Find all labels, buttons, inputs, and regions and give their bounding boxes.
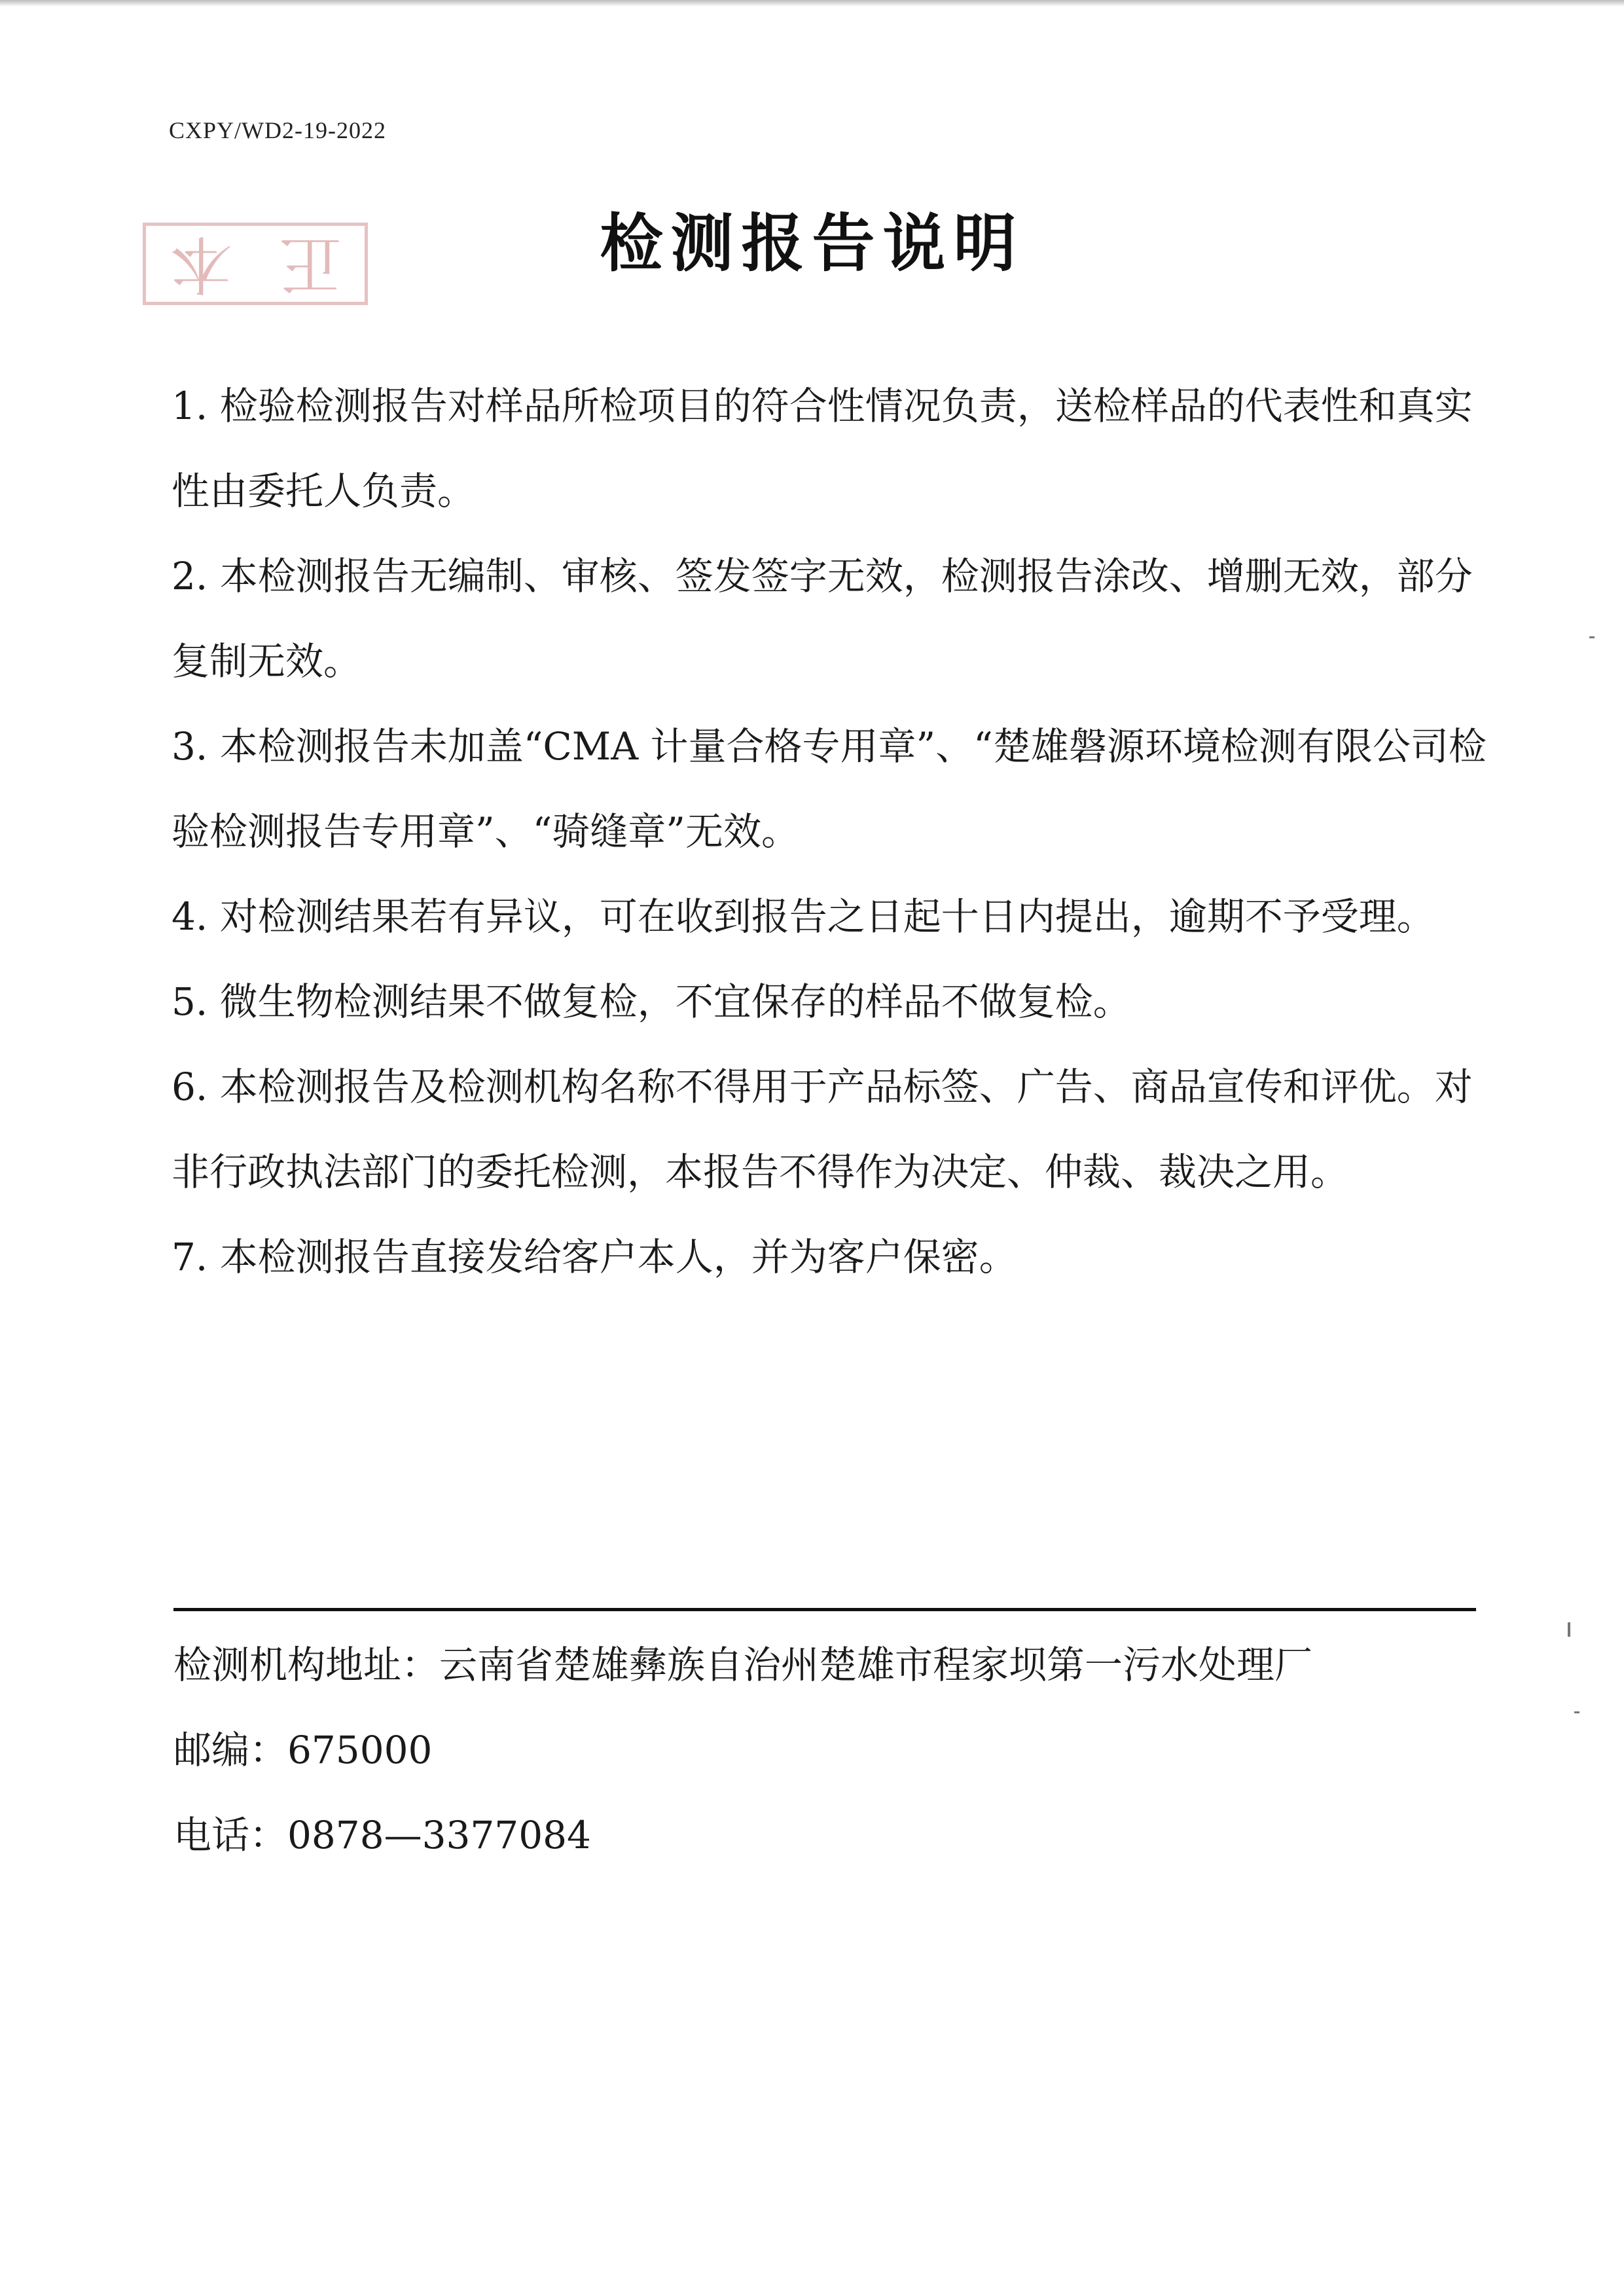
footer-divider	[173, 1608, 1476, 1611]
note-item-6: 6. 本检测报告及检测机构名称不得用于产品标签、广告、商品宣传和评优。对非行政执法部门的委托检测，本报告不得作为决定、仲裁、裁决之用。	[171, 1065, 1473, 1194]
note-item-5: 5. 微生物检测结果不做复检，不宜保存的样品不做复检。	[171, 979, 1131, 1024]
scan-speck	[1574, 1711, 1579, 1713]
note-item-2: 2. 本检测报告无编制、审核、签发签字无效，检测报告涂改、增删无效，部分复制无效。	[171, 554, 1473, 683]
postcode: 邮编：675000	[173, 1728, 433, 1772]
document-code: CXPY/WD2-19-2022	[169, 117, 386, 143]
note-item-3: 3. 本检测报告未加盖“CMA 计量合格专用章”、“楚雄磐源环境检测有限公司检验检测报告专用章”、“骑缝章”无效。	[171, 724, 1487, 854]
original-copy-stamp: 本 正	[143, 223, 368, 305]
scan-speck	[1568, 1622, 1570, 1637]
scan-speck	[1589, 636, 1595, 638]
page-title: 检测报告说明	[600, 207, 1024, 280]
note-item-4: 4. 对检测结果若有异议，可在收到报告之日起十日内提出，逾期不予受理。	[171, 894, 1435, 939]
note-item-7: 7. 本检测报告直接发给客户本人，并为客户保密。	[171, 1235, 1017, 1279]
report-notes-list	[171, 363, 1494, 1300]
scan-edge	[0, 0, 1624, 7]
contact-footer	[173, 1622, 1548, 1878]
phone-number: 电话：0878—3377084	[173, 1813, 591, 1857]
note-item-1: 1. 检验检测报告对样品所检项目的符合性情况负责，送检样品的代表性和真实性由委托人负责。	[171, 384, 1473, 513]
lab-address: 检测机构地址：云南省楚雄彝族自治州楚雄市程家坝第一污水处理厂	[173, 1643, 1313, 1687]
